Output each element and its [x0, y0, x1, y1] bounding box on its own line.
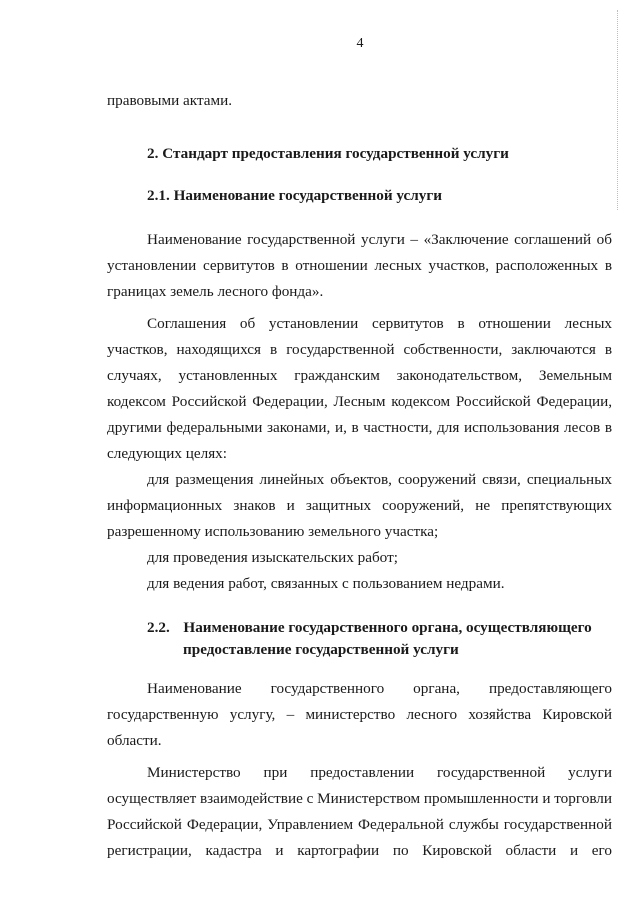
section-2-1-body [107, 227, 612, 597]
purpose-item-2: для проведения изыскательских работ; [147, 549, 398, 566]
lead-text: правовыми актами. [107, 92, 233, 109]
section-2-2-number: 2.2. [147, 619, 170, 636]
section-2-2-paragraph-2: Министерство при предоставлении государственной услуги осуществляет взаимодействие с Министерством промышленности и торговли Российской Федерации, Управлением Федеральной службы государственной регистрации, кадастра и картографии по Кировской области и его [107, 764, 612, 859]
lead-text-block [107, 88, 612, 114]
section-2-heading-block [107, 141, 612, 167]
section-2-1-paragraph-1: Наименование государственной услуги – «Заключение соглашений об установлении сервитутов в отношении лесных участков, расположенных в границах земель лесного фонда». [107, 231, 612, 300]
section-2-2-heading-line-2: предоставление государственной услуги [183, 641, 459, 658]
page-number: 4 [356, 36, 364, 51]
section-2-2-heading-block [107, 615, 612, 663]
section-2-1-paragraph-2: Соглашения об установлении сервитутов в отношении лесных участков, находящихся в государственной собственности, заключаются в случаях, установленных гражданским законодательством, Земельным кодексом Российской Федерации, Лесным кодексом Российской Федерации, другими федеральными законами, и, в частности, для использования лесов в следующих целях: [107, 315, 612, 462]
section-2-1-heading: 2.1. Наименование государственной услуги [147, 187, 443, 204]
section-2-1-heading-block [107, 183, 612, 209]
purpose-item-3: для ведения работ, связанных с пользованием недрами. [147, 575, 505, 592]
section-2-2-heading-text: Наименование государственного органа, осуществляющего [183, 619, 592, 636]
section-2-heading: 2. Стандарт предоставления государственной услуги [147, 145, 509, 162]
section-2-2-paragraph-1: Наименование государственного органа, предоставляющего государственную услугу, – министерство лесного хозяйства Кировской области. [107, 680, 612, 749]
section-2-2-body [107, 676, 612, 864]
purpose-item-1: для размещения линейных объектов, сооружений связи, специальных информационных знаков и защитных сооружений, не препятствующих разрешенному использованию земельного участка; [107, 471, 612, 540]
